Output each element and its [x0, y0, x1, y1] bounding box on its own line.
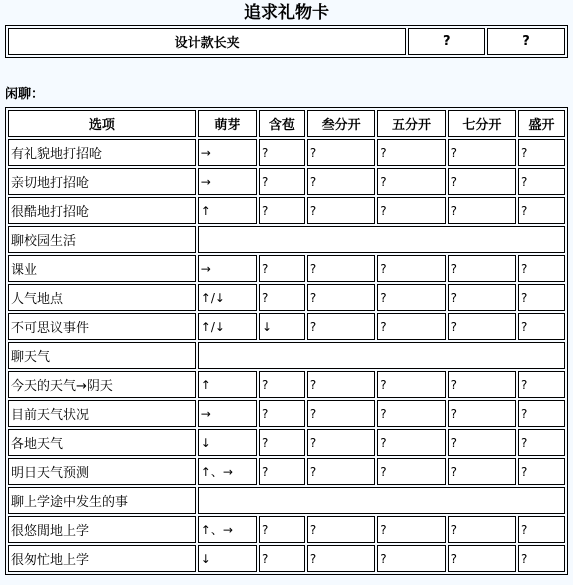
- stage-5-value: ?: [448, 168, 516, 195]
- header-stage-3: 叁分开: [307, 110, 375, 137]
- stage-1-value: ↑/↓: [198, 313, 257, 340]
- stage-4-value: ?: [377, 400, 445, 427]
- option-label: 有礼貌地打招呛: [8, 139, 196, 166]
- stage-3-value: ?: [307, 197, 375, 224]
- option-label: 很酷地打招呛: [8, 197, 196, 224]
- stage-1-value: ↓: [198, 429, 257, 456]
- header-stage-1: 萌芽: [198, 110, 257, 137]
- stage-1-value: ↓: [198, 545, 257, 572]
- table-row: [8, 197, 565, 224]
- stage-6-value: ?: [518, 516, 565, 543]
- stage-3-value: ?: [307, 400, 375, 427]
- table-row: [8, 429, 565, 456]
- option-label: 各地天气: [8, 429, 196, 456]
- stage-5-value: ?: [448, 545, 516, 572]
- stage-3-value: ?: [307, 255, 375, 282]
- gift-table: [5, 25, 568, 58]
- stage-5-value: ?: [448, 313, 516, 340]
- stage-1-value: →: [198, 255, 257, 282]
- topic-group-label: 聊校园生活: [8, 226, 196, 253]
- stage-1-value: ↑: [198, 371, 257, 398]
- stage-1-value: →: [198, 168, 257, 195]
- table-row: [8, 284, 565, 311]
- stage-6-value: ?: [518, 255, 565, 282]
- stage-4-value: ?: [377, 313, 445, 340]
- gift-value-2: ?: [487, 28, 565, 55]
- stage-4-value: ?: [377, 197, 445, 224]
- option-label: 目前天气状况: [8, 400, 196, 427]
- stage-4-value: ?: [377, 516, 445, 543]
- stage-2-value: ?: [259, 255, 305, 282]
- option-label: 很匆忙地上学: [8, 545, 196, 572]
- stage-3-value: ?: [307, 168, 375, 195]
- stage-3-value: ?: [307, 313, 375, 340]
- stage-6-value: ?: [518, 371, 565, 398]
- stage-6-value: ?: [518, 139, 565, 166]
- stage-1-value: ↑: [198, 197, 257, 224]
- stage-5-value: ?: [448, 429, 516, 456]
- topic-group-row: [8, 342, 565, 369]
- table-row: [8, 545, 565, 572]
- section-label-chat: 闲聊：: [5, 87, 45, 102]
- stage-5-value: ?: [448, 139, 516, 166]
- option-label: 不可思议事件: [8, 313, 196, 340]
- option-label: 人气地点: [8, 284, 196, 311]
- stage-4-value: ?: [377, 371, 445, 398]
- topic-group-label: 聊天气: [8, 342, 196, 369]
- stage-1-value: ↑、→: [198, 516, 257, 543]
- stage-6-value: ?: [518, 197, 565, 224]
- stage-4-value: ?: [377, 458, 445, 485]
- header-stage-6: 盛开: [518, 110, 565, 137]
- stage-5-value: ?: [448, 400, 516, 427]
- stage-3-value: ?: [307, 284, 375, 311]
- gift-row: [8, 28, 565, 55]
- header-row: [8, 110, 565, 137]
- table-row: [8, 168, 565, 195]
- chat-options-table: [5, 107, 568, 575]
- stage-3-value: ?: [307, 139, 375, 166]
- stage-6-value: ?: [518, 313, 565, 340]
- stage-4-value: ?: [377, 284, 445, 311]
- stage-4-value: ?: [377, 168, 445, 195]
- stage-6-value: ?: [518, 400, 565, 427]
- stage-6-value: ?: [518, 168, 565, 195]
- table-row: [8, 255, 565, 282]
- topic-group-label: 聊上学途中发生的事: [8, 487, 196, 514]
- stage-2-value: ?: [259, 400, 305, 427]
- stage-3-value: ?: [307, 545, 375, 572]
- option-label: 明日天气预测: [8, 458, 196, 485]
- header-option: 选项: [8, 110, 196, 137]
- option-label: 亲切地打招呛: [8, 168, 196, 195]
- stage-2-value: ?: [259, 429, 305, 456]
- stage-1-value: ↑、→: [198, 458, 257, 485]
- stage-5-value: ?: [448, 458, 516, 485]
- stage-6-value: ?: [518, 458, 565, 485]
- stage-6-value: ?: [518, 284, 565, 311]
- table-row: [8, 371, 565, 398]
- stage-4-value: ?: [377, 255, 445, 282]
- stage-5-value: ?: [448, 516, 516, 543]
- header-stage-4: 五分开: [377, 110, 445, 137]
- stage-3-value: ?: [307, 516, 375, 543]
- option-label: 课业: [8, 255, 196, 282]
- stage-5-value: ?: [448, 284, 516, 311]
- stage-4-value: ?: [377, 139, 445, 166]
- topic-group-row: [8, 487, 565, 514]
- page-title: 追求礼物卡: [244, 3, 329, 23]
- gift-value-1: ?: [408, 28, 485, 55]
- stage-2-value: ?: [259, 371, 305, 398]
- stage-5-value: ?: [448, 371, 516, 398]
- stage-3-value: ?: [307, 458, 375, 485]
- stage-6-value: ?: [518, 545, 565, 572]
- topic-group-filler: [198, 342, 565, 369]
- topic-group-row: [8, 226, 565, 253]
- header-stage-2: 含苞: [259, 110, 305, 137]
- stage-1-value: ↑/↓: [198, 284, 257, 311]
- stage-2-value: ?: [259, 168, 305, 195]
- stage-2-value: ?: [259, 545, 305, 572]
- stage-5-value: ?: [448, 197, 516, 224]
- stage-2-value: ?: [259, 516, 305, 543]
- stage-1-value: →: [198, 400, 257, 427]
- stage-4-value: ?: [377, 545, 445, 572]
- stage-3-value: ?: [307, 429, 375, 456]
- header-stage-5: 七分开: [448, 110, 516, 137]
- stage-2-value: ↓: [259, 313, 305, 340]
- gift-name: 设计款长夹: [8, 28, 406, 55]
- stage-6-value: ?: [518, 429, 565, 456]
- table-row: [8, 139, 565, 166]
- stage-5-value: ?: [448, 255, 516, 282]
- stage-4-value: ?: [377, 429, 445, 456]
- option-label: 今天的天气→阴天: [8, 371, 196, 398]
- topic-group-filler: [198, 226, 565, 253]
- stage-2-value: ?: [259, 139, 305, 166]
- table-row: [8, 516, 565, 543]
- topic-group-filler: [198, 487, 565, 514]
- table-row: [8, 313, 565, 340]
- chat-options-body: [8, 139, 565, 572]
- stage-3-value: ?: [307, 371, 375, 398]
- table-row: [8, 400, 565, 427]
- stage-2-value: ?: [259, 458, 305, 485]
- stage-2-value: ?: [259, 284, 305, 311]
- table-row: [8, 458, 565, 485]
- option-label: 很悠閒地上学: [8, 516, 196, 543]
- stage-2-value: ?: [259, 197, 305, 224]
- stage-1-value: →: [198, 139, 257, 166]
